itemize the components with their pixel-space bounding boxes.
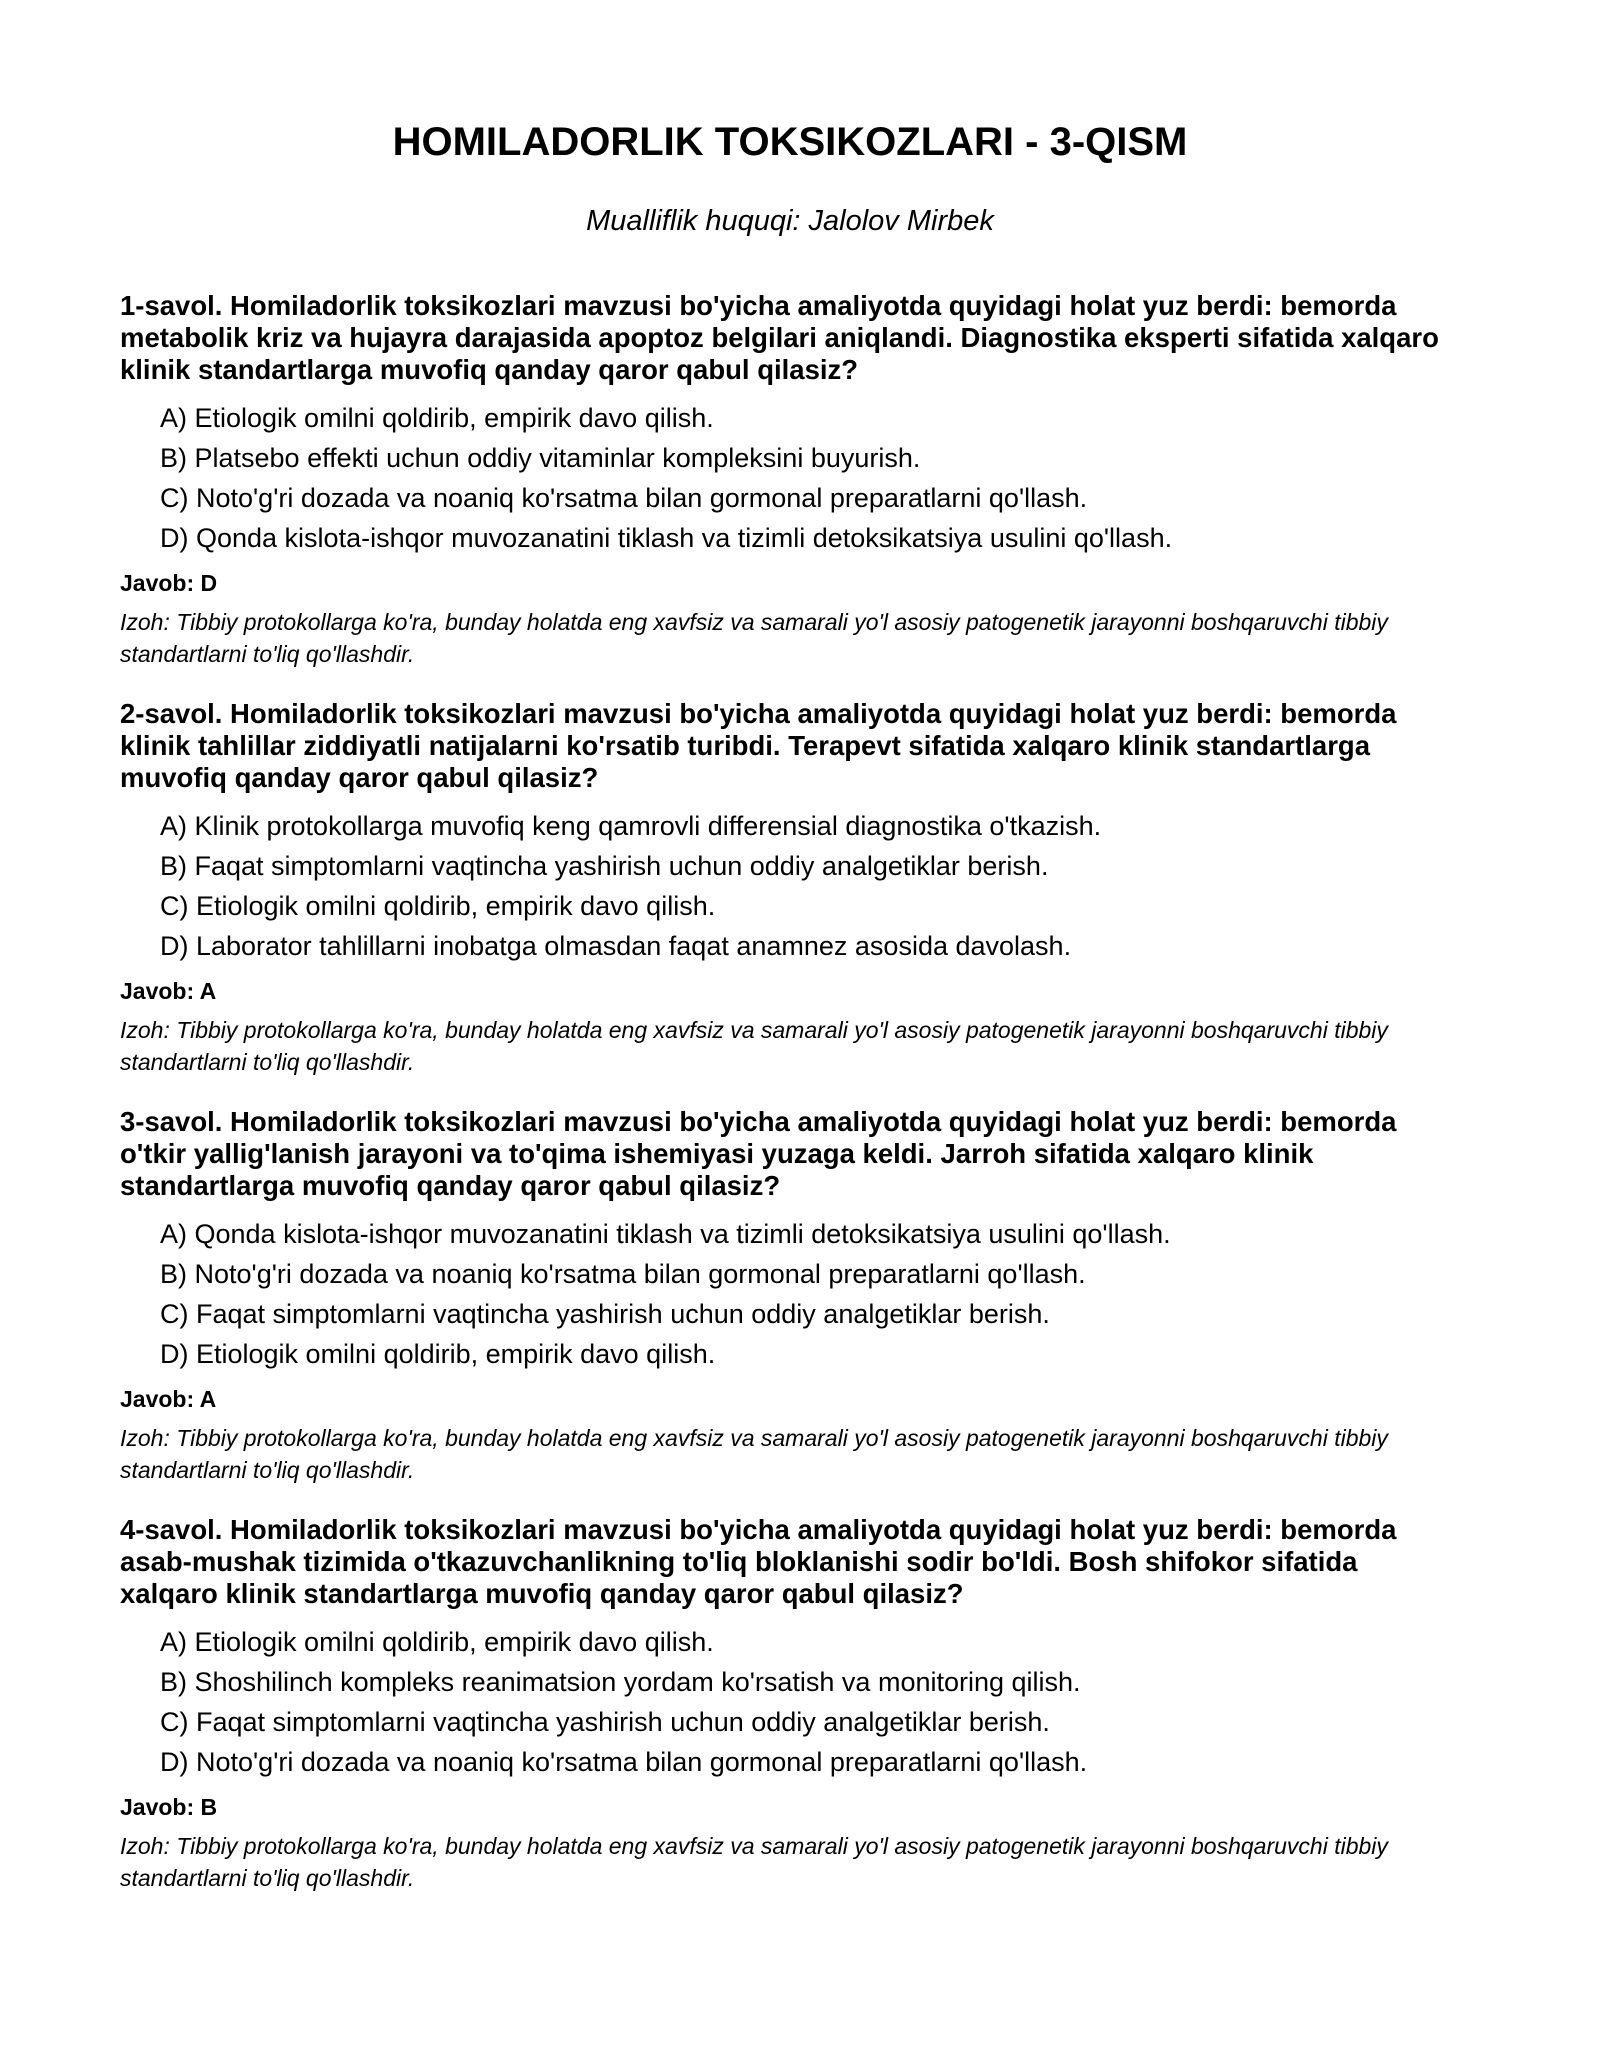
explanation-note: Izoh: Tibbiy protokollarga ko'ra, bunday holatda eng xavfsiz va samarali yo'l asosiy patogenetik jarayonni boshqaruvchi tibbiy standartlarni to'liq qo'llashdir. — [120, 1017, 1388, 1075]
option-b: B) Shoshilinch kompleks reanimatsion yordam ko'rsatish va monitoring qilish. — [160, 1667, 1081, 1697]
page-subtitle: Mualliflik huquqi: Jalolov Mirbek — [586, 205, 994, 237]
question-block — [120, 698, 1460, 1078]
question-block — [120, 1106, 1460, 1486]
option-c: C) Faqat simptomlarni vaqtincha yashirish uchun oddiy analgetiklar berish. — [160, 1707, 1050, 1737]
question-text: 2-savol. Homiladorlik toksikozlari mavzusi bo'yicha amaliyotda quyidagi holat yuz berdi: bemorda klinik tahlillar ziddiyatli natijalarni ko'rsatib turibdi. Terapevt sifatida xalqaro klinik standartlarga muvofiq qanday qaror qabul qilasiz? — [120, 698, 1397, 793]
explanation-note: Izoh: Tibbiy protokollarga ko'ra, bunday holatda eng xavfsiz va samarali yo'l asosiy patogenetik jarayonni boshqaruvchi tibbiy standartlarni to'liq qo'llashdir. — [120, 1833, 1388, 1891]
option-list — [160, 398, 1460, 558]
answer-label: Javob: D — [120, 570, 218, 596]
answer-label: Javob: A — [120, 1386, 217, 1412]
option-d: D) Qonda kislota-ishqor muvozanatini tiklash va tizimli detoksikatsiya usulini qo'llash. — [160, 523, 1173, 553]
option-a: A) Etiologik omilni qoldirib, empirik davo qilish. — [160, 1627, 714, 1657]
answer-label: Javob: A — [120, 978, 217, 1004]
option-a: A) Klinik protokollarga muvofiq keng qamrovli differensial diagnostika o'tkazish. — [160, 811, 1102, 841]
option-b: B) Noto'g'ri dozada va noaniq ko'rsatma bilan gormonal preparatlarni qo'llash. — [160, 1259, 1086, 1289]
page-title: HOMILADORLIK TOKSIKOZLARI - 3-QISM — [392, 120, 1188, 164]
option-c: C) Noto'g'ri dozada va noaniq ko'rsatma bilan gormonal preparatlarni qo'llash. — [160, 483, 1088, 513]
option-list — [160, 1622, 1460, 1782]
option-d: D) Laborator tahlillarni inobatga olmasdan faqat anamnez asosida davolash. — [160, 931, 1072, 961]
question-text: 3-savol. Homiladorlik toksikozlari mavzusi bo'yicha amaliyotda quyidagi holat yuz berdi: bemorda o'tkir yallig'lanish jarayoni va to'qima ishemiyasi yuzaga keldi. Jarroh sifatida xalqaro klinik standartlarga muvofiq qanday qaror qabul qilasiz? — [120, 1106, 1397, 1201]
question-text: 4-savol. Homiladorlik toksikozlari mavzusi bo'yicha amaliyotda quyidagi holat yuz berdi: bemorda asab-mushak tizimida o'tkazuvchanlikning to'liq bloklanishi sodir bo'ldi. Bosh shifokor sifatida xalqaro klinik standartlarga muvofiq qanday qaror qabul qilasiz? — [120, 1514, 1397, 1609]
option-c: C) Faqat simptomlarni vaqtincha yashirish uchun oddiy analgetiklar berish. — [160, 1299, 1050, 1329]
option-b: B) Platsebo effekti uchun oddiy vitaminlar kompleksini buyurish. — [160, 443, 921, 473]
explanation-note: Izoh: Tibbiy protokollarga ko'ra, bunday holatda eng xavfsiz va samarali yo'l asosiy patogenetik jarayonni boshqaruvchi tibbiy standartlarni to'liq qo'llashdir. — [120, 609, 1388, 667]
question-block — [120, 1514, 1460, 1894]
option-list — [160, 1214, 1460, 1374]
option-b: B) Faqat simptomlarni vaqtincha yashirish uchun oddiy analgetiklar berish. — [160, 851, 1049, 881]
option-d: D) Etiologik omilni qoldirib, empirik davo qilish. — [160, 1339, 716, 1369]
option-d: D) Noto'g'ri dozada va noaniq ko'rsatma bilan gormonal preparatlarni qo'llash. — [160, 1747, 1088, 1777]
question-text: 1-savol. Homiladorlik toksikozlari mavzusi bo'yicha amaliyotda quyidagi holat yuz berdi: bemorda metabolik kriz va hujayra darajasida apoptoz belgilari aniqlandi. Diagnostika eksperti sifatida xalqaro klinik standartlarga muvofiq qanday qaror qabul qilasiz? — [120, 290, 1439, 385]
option-a: A) Qonda kislota-ishqor muvozanatini tiklash va tizimli detoksikatsiya usulini qo'llash. — [160, 1219, 1171, 1249]
option-c: C) Etiologik omilni qoldirib, empirik davo qilish. — [160, 891, 716, 921]
question-block — [120, 290, 1460, 670]
answer-label: Javob: B — [120, 1794, 218, 1820]
option-a: A) Etiologik omilni qoldirib, empirik davo qilish. — [160, 403, 714, 433]
explanation-note: Izoh: Tibbiy protokollarga ko'ra, bunday holatda eng xavfsiz va samarali yo'l asosiy patogenetik jarayonni boshqaruvchi tibbiy standartlarni to'liq qo'llashdir. — [120, 1425, 1388, 1483]
option-list — [160, 806, 1460, 966]
